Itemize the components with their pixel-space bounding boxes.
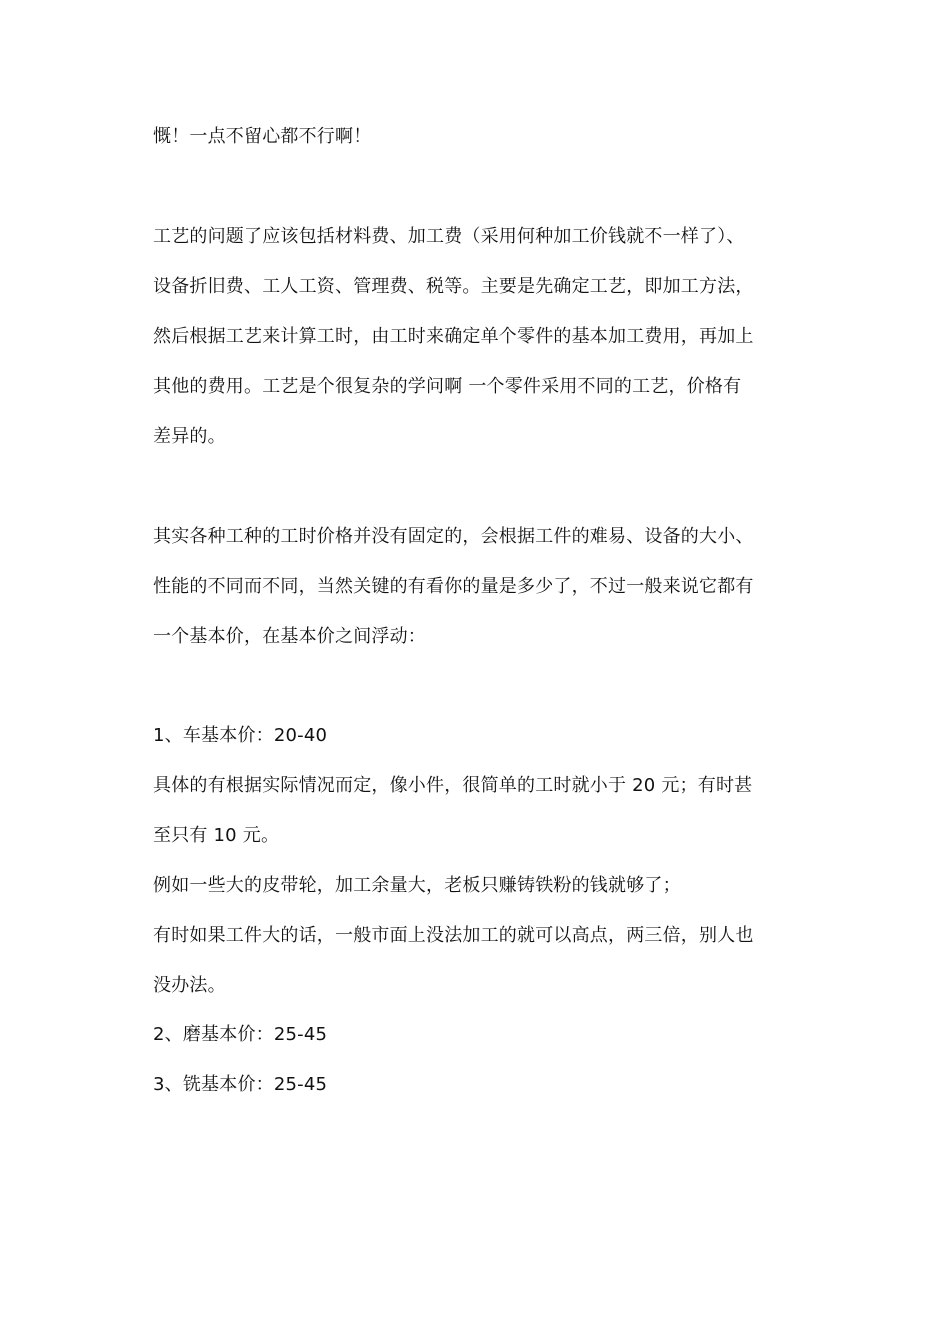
text-line: 其他的费用。工艺是个很复杂的学问啊 一个零件采用不同的工艺，价格有 [153,376,742,397]
text-line: 设备折旧费、工人工资、管理费、税等。主要是先确定工艺，即加工方法， [153,276,754,297]
text-line: 工艺的问题了应该包括材料费、加工费（采用何种加工价钱就不一样了）、 [153,226,745,247]
text-line: 慨！一点不留心都不行啊！ [153,126,372,147]
text-line: 至只有 10 元。 [153,825,280,846]
text-line: 其实各种工种的工时价格并没有固定的，会根据工件的难易、设备的大小、 [153,526,754,547]
text-line: 没办法。 [153,975,226,996]
text-line: 具体的有根据实际情况而定，像小件，很简单的工时就小于 20 元；有时甚 [153,775,753,796]
text-line: 例如一些大的皮带轮，加工余量大，老板只赚铸铁粉的钱就够了； [153,875,681,896]
list-item-heading: 1、车基本价：20-40 [153,725,328,746]
list-item-heading: 2、磨基本价：25-45 [153,1024,328,1045]
text-line: 有时如果工件大的话，一般市面上没法加工的就可以高点，两三倍，别人也 [153,925,754,946]
text-line: 差异的。 [153,426,226,447]
text-line: 然后根据工艺来计算工时，由工时来确定单个零件的基本加工费用，再加上 [153,326,754,347]
text-line: 性能的不同而不同，当然关键的有看你的量是多少了，不过一般来说它都有 [153,576,754,597]
text-line: 一个基本价，在基本价之间浮动： [153,626,426,647]
list-item-heading: 3、铣基本价：25-45 [153,1074,328,1095]
